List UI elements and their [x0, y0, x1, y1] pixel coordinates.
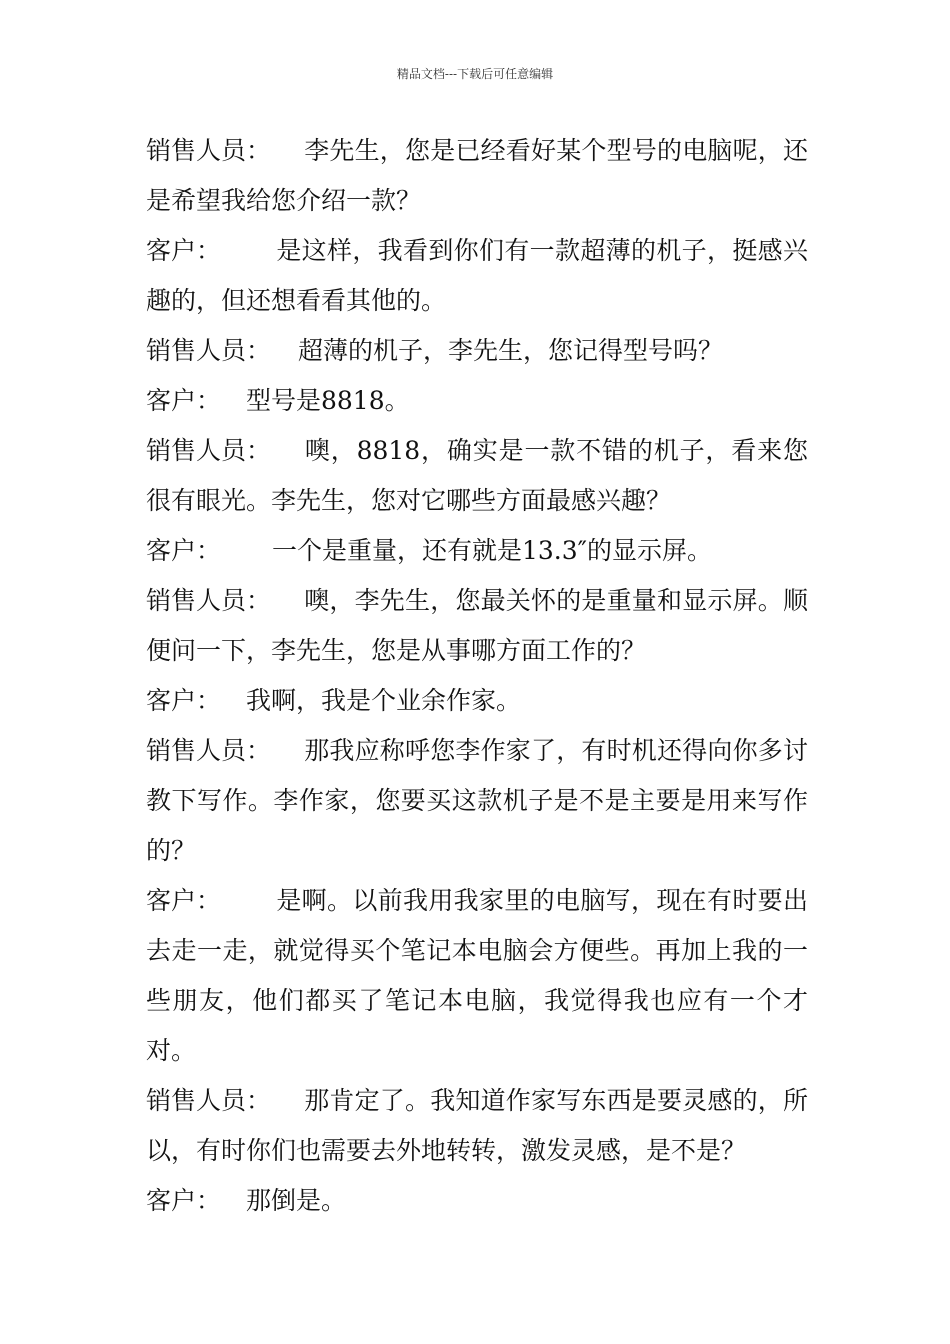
- speaker-label: 销售人员：: [146, 586, 272, 615]
- speaker-label: 客户：: [146, 236, 222, 265]
- utterance-text: 噢，李先生，您最关怀的是重量和显示屏。顺便问一下，李先生，您是从事哪方面工作的？: [146, 586, 808, 665]
- dialogue-turn: [146, 426, 808, 526]
- utterance-text: 那肯定了。我知道作家写东西是要灵感的，所以，有时你们也需要去外地转转，激发灵感，是不是？: [146, 1086, 808, 1165]
- dialogue-body: [146, 126, 808, 1226]
- utterance-text: 那倒是。: [246, 1186, 347, 1215]
- utterance-text: 是啊。以前我用我家里的电脑写，现在有时要出去走一走，就觉得买个笔记本电脑会方便些。再加上我的一些朋友，他们都买了笔记本电脑，我觉得我也应有一个才对。: [146, 886, 808, 1065]
- speaker-label: 客户：: [146, 1186, 222, 1215]
- dialogue-turn: [146, 726, 808, 876]
- page-header: 精品文档---下载后可任意编辑: [396, 67, 554, 81]
- speaker-label: 客户：: [146, 386, 222, 415]
- dialogue-turn: [146, 526, 808, 576]
- speaker-label: 销售人员：: [146, 436, 272, 465]
- speaker-label: 销售人员：: [146, 1086, 272, 1115]
- dialogue-turn: [146, 226, 808, 326]
- speaker-label: 客户：: [146, 886, 222, 915]
- speaker-label: 客户：: [146, 536, 222, 565]
- speaker-label: 销售人员：: [146, 336, 272, 365]
- utterance-text: 我啊，我是个业余作家。: [246, 686, 522, 715]
- dialogue-turn: [146, 326, 808, 376]
- dialogue-turn: [146, 126, 808, 226]
- utterance-text: 一个是重量，还有就是13.3″的显示屏。: [272, 536, 713, 565]
- dialogue-turn: [146, 676, 808, 726]
- dialogue-turn: [146, 576, 808, 676]
- speaker-label: 销售人员：: [146, 736, 272, 765]
- utterance-text: 李先生，您是已经看好某个型号的电脑呢，还是希望我给您介绍一款？: [146, 136, 808, 215]
- utterance-text: 型号是8818。: [246, 386, 410, 415]
- speaker-label: 客户：: [146, 686, 222, 715]
- utterance-text: 是这样，我看到你们有一款超薄的机子，挺感兴趣的，但还想看看其他的。: [146, 236, 808, 315]
- utterance-text: 噢，8818，确实是一款不错的机子，看来您很有眼光。李先生，您对它哪些方面最感兴趣？: [146, 436, 808, 515]
- dialogue-turn: [146, 1176, 808, 1226]
- dialogue-turn: [146, 1076, 808, 1176]
- utterance-text: 那我应称呼您李作家了，有时机还得向你多讨教下写作。李作家，您要买这款机子是不是主要是用来写作的？: [146, 736, 808, 865]
- dialogue-turn: [146, 876, 808, 1076]
- dialogue-turn: [146, 376, 808, 426]
- utterance-text: 超薄的机子，李先生，您记得型号吗？: [298, 336, 724, 365]
- speaker-label: 销售人员：: [146, 136, 272, 165]
